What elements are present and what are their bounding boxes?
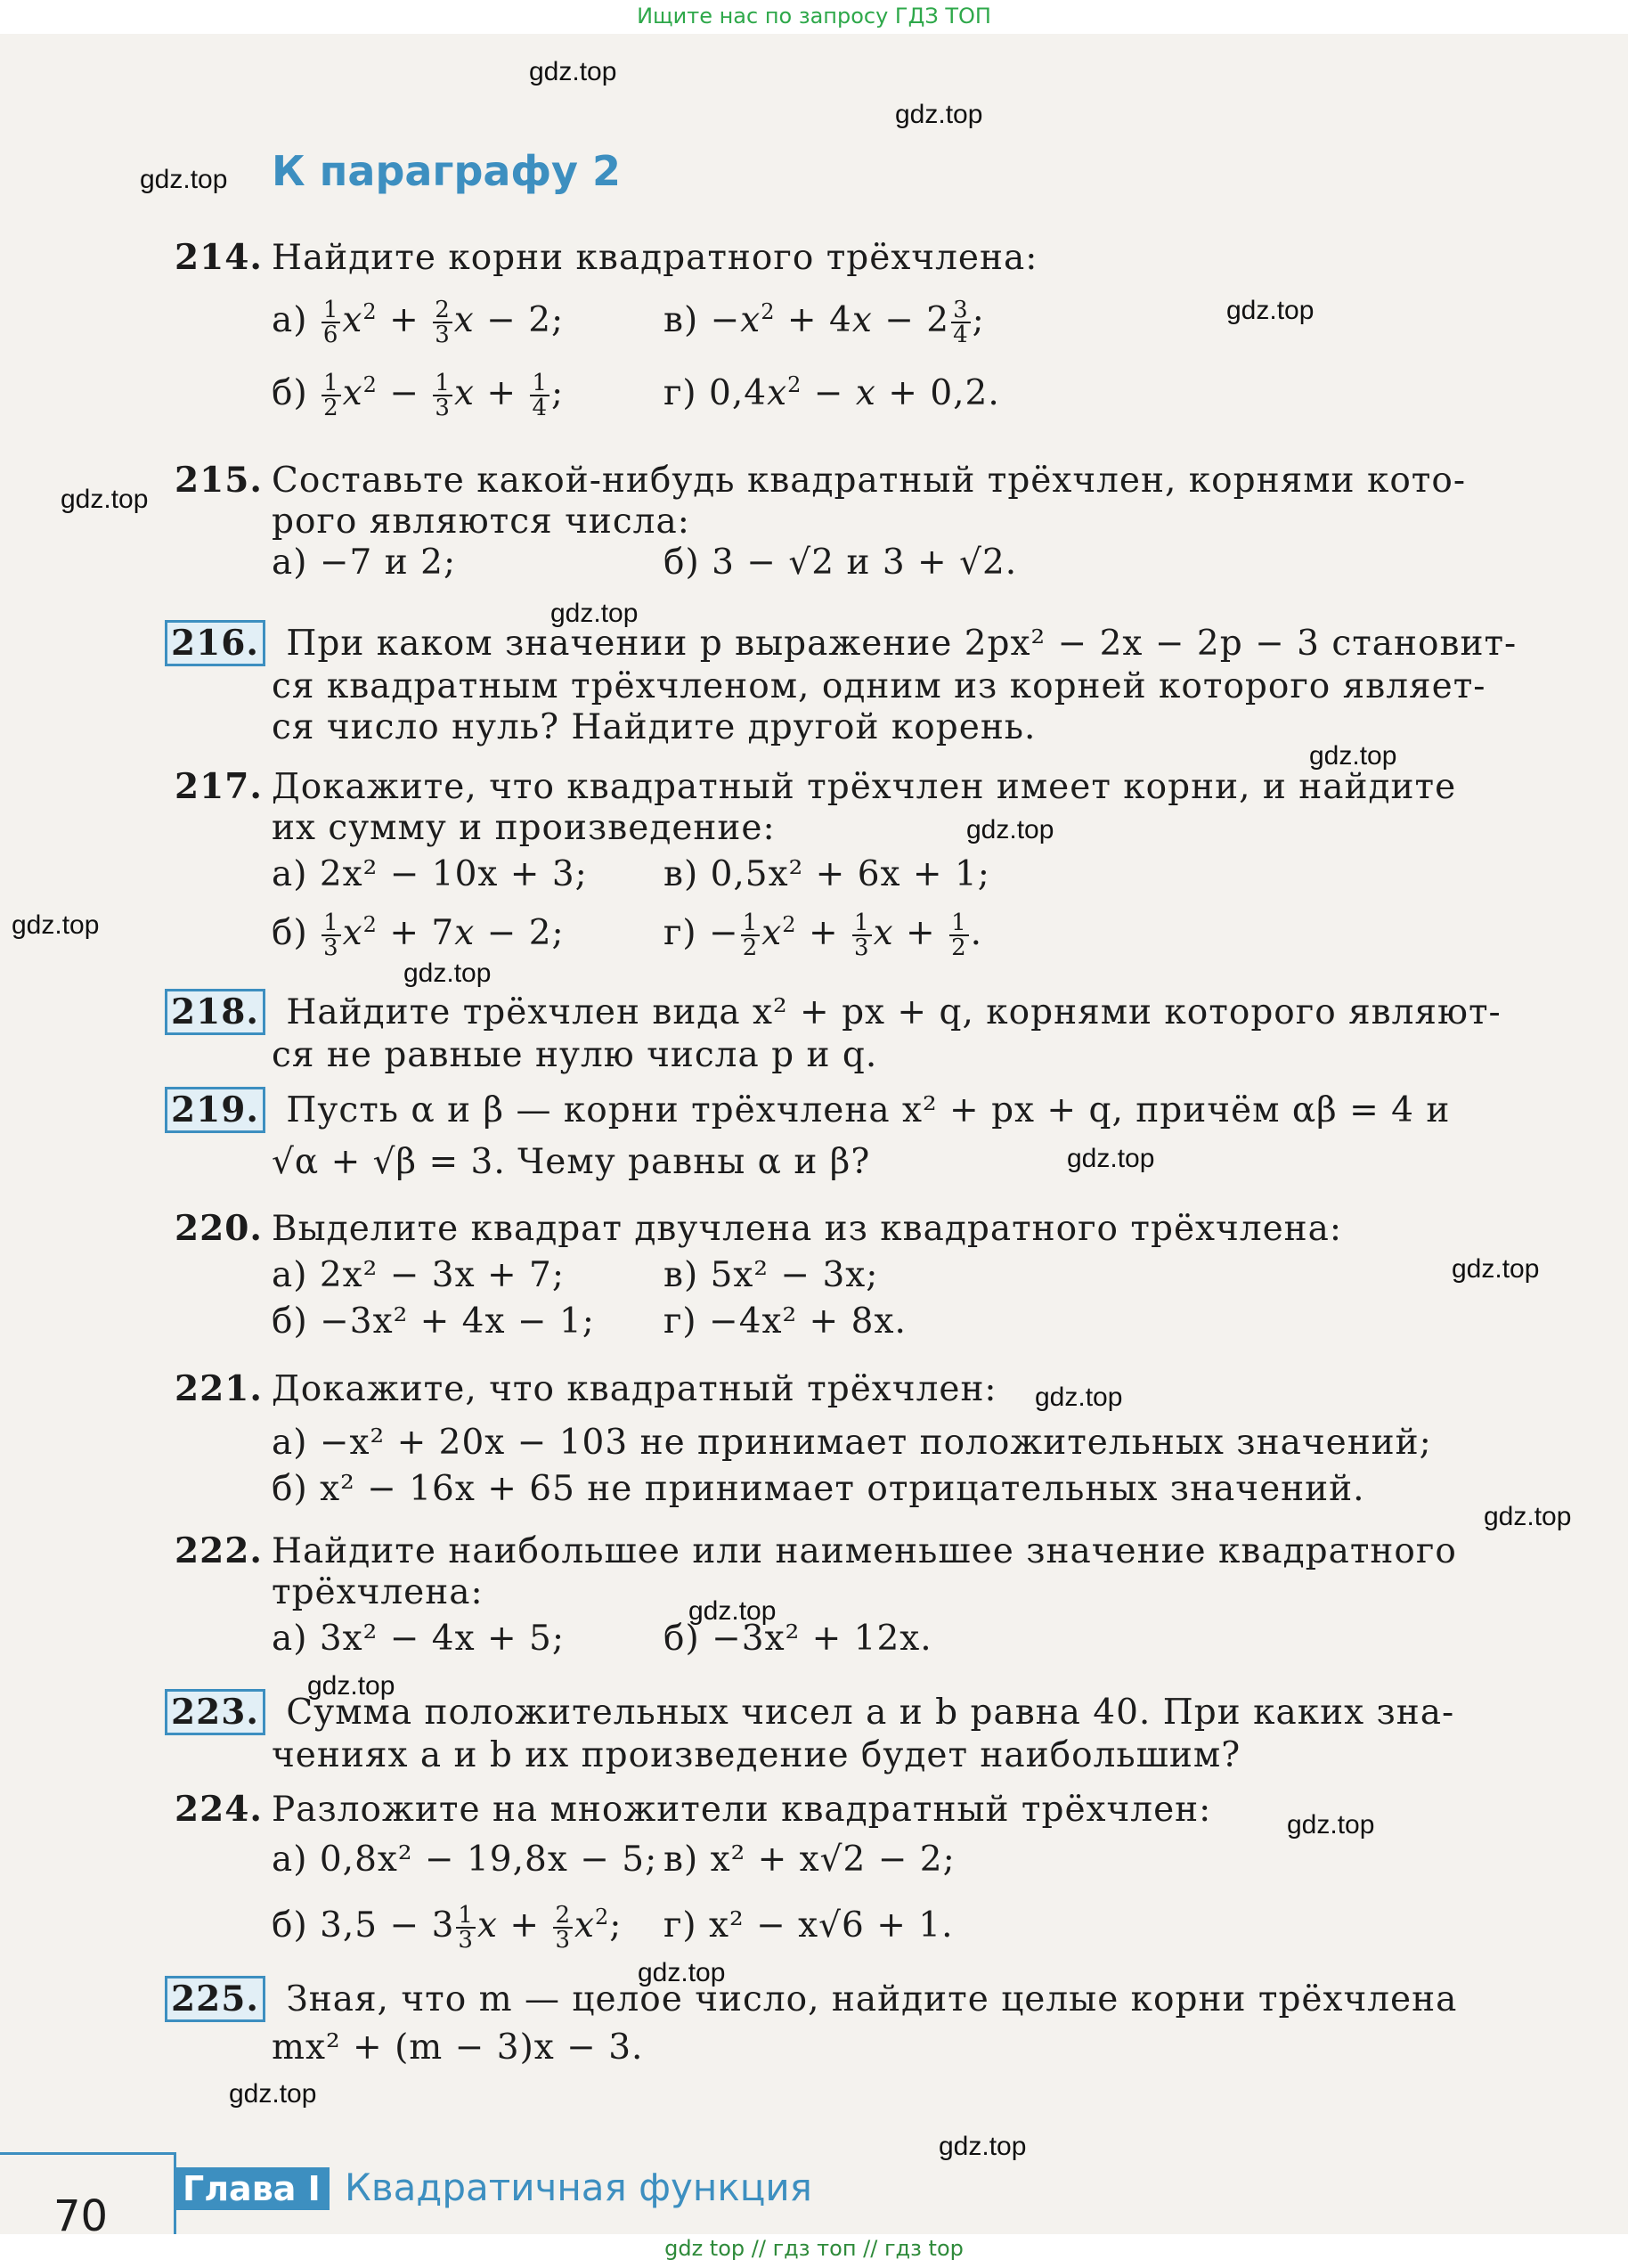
watermark: gdz.top [966,815,1054,844]
textbook-page [0,34,1628,2234]
problem-text: ся не равные нулю числа p и q. [272,1035,878,1075]
item-d: г) −4x² + 8x. [663,1301,907,1342]
item-a: а) −x² + 20x − 103 не принимает положительных значений; [272,1423,1432,1463]
item-row [174,854,1545,895]
problem-number: 218. [165,989,265,1035]
problem-221 [174,1368,1545,1510]
item-row [174,543,1545,583]
watermark: gdz.top [140,165,228,194]
problem-number: 224. [175,1789,263,1830]
watermark: gdz.top [1035,1383,1123,1412]
problem-215 [174,460,1545,583]
item-a: а) 0,8x² − 19,8x − 5; [272,1840,658,1880]
problem-220 [174,1208,1545,1342]
watermark: gdz.top [1287,1810,1375,1840]
watermark: gdz.top [229,2079,317,2109]
watermark: gdz.top [638,1958,726,1987]
problem-text: трёхчлена: [272,1572,484,1612]
problem-text: рого являются числа: [272,502,690,542]
problem-text: Зная, что m — целое число, найдите целые корни трёхчлена [286,1979,1458,2019]
item-a: а) 2x² − 10x + 3; [272,854,588,894]
section-title: К параграфу 2 [272,147,622,195]
problem-number: 222. [175,1530,263,1571]
item-b: б) −3x² + 12x. [663,1619,932,1659]
watermark: gdz.top [688,1596,777,1626]
item-d: г) x² − x√6 + 1. [663,1905,954,1946]
problem-text: чениях a и b их произведение будет наибольшим? [272,1735,1241,1775]
problem-text: √α + √β = 3. Чему равны α и β? [272,1142,871,1182]
problem-225 [171,1976,1545,2068]
top-banner: Ищите нас по запросу ГДЗ ТОП [637,4,991,29]
watermark: gdz.top [529,57,617,86]
problem-text: Докажите, что квадратный трёхчлен имеет корни, и найдите [272,767,1457,807]
problem-number: 219. [165,1087,265,1133]
problem-text: Разложите на множители квадратный трёхчлен: [272,1790,1212,1830]
item-row [174,1840,1545,1880]
problem-text: Выделите квадрат двучлена из квадратного трёхчлена: [272,1209,1343,1249]
watermark: gdz.top [61,485,149,514]
item-row [174,1255,1545,1296]
problem-214 [174,237,1545,420]
problem-text: Найдите корни квадратного трёхчлена: [272,238,1038,278]
item-b: б) 3 − √2 и 3 + √2. [663,543,1018,583]
problem-number: 221. [175,1368,263,1409]
item-a: а) 2x² − 3x + 7; [272,1255,566,1295]
problem-number: 225. [165,1976,265,2022]
item-c: в) x² + x√2 − 2; [663,1840,956,1880]
problem-text: mx² + (m − 3)x − 3. [272,2027,644,2068]
bottom-banner: gdz top // гдз топ // гдз top [664,2236,964,2261]
item-row [174,1301,1545,1342]
watermark: gdz.top [1484,1502,1572,1531]
problem-text: При каком значении p выражение 2px² − 2x − 2p − 3 становит- [286,624,1518,664]
page-number: 70 [53,2191,109,2234]
item-a-c: а) $\frac{1}{6}$ $x^2$ + $\frac{2}{3}$ x − 2; $в) -x^2 + 4x - 2$ $\frac{3}{4}$ ; [272,297,985,348]
problem-text: Найдите трёхчлен вида x² + px + q, корнями которого являют- [286,992,1502,1032]
problem-number: 216. [165,620,265,666]
problem-223 [171,1689,1545,1776]
chapter-title: Квадратичная функция [345,2166,812,2209]
problem-number: 215. [175,460,263,501]
item-a: а) 3x² − 4x + 5; [272,1619,566,1659]
item-b-d: б) $\frac{1}{2}$ $x^2$ − $\frac{1}{3}$ x + $\frac{1}{4}$ ; г) $0,4x^2 - x + 0,2$. [272,370,1000,421]
problem-number: 214. [175,237,263,278]
watermark: gdz.top [403,959,492,988]
problem-text: Составьте какой-нибудь квадратный трёхчлен, корнями кото- [272,461,1467,501]
problem-217 [174,766,1545,959]
watermark: gdz.top [12,910,100,940]
problem-text: Пусть α и β — корни трёхчлена x² + px + q, причём αβ = 4 и [286,1090,1451,1130]
watermark: gdz.top [307,1671,395,1701]
item-b-d: б) $\frac{1}{3}$ $x^2 + 7x - 2$; г) − $\frac{1}{2}$ $x^2$ + $\frac{1}{3}$ x + $\frac{1}{2}$ . [272,910,983,961]
item-row [174,1619,1545,1660]
watermark: gdz.top [1309,741,1397,771]
watermark: gdz.top [939,2132,1027,2161]
problem-text: ся число нуль? Найдите другой корень. [272,707,1037,747]
problem-222 [174,1530,1545,1660]
item-a: а) −7 и 2; [272,543,457,583]
watermark: gdz.top [550,599,639,628]
problem-text: Найдите наибольшее или наименьшее значение квадратного [272,1531,1457,1571]
problem-text: их сумму и произведение: [272,808,776,848]
problem-number: 223. [165,1689,265,1735]
watermark: gdz.top [1067,1144,1155,1173]
problem-number: 217. [175,766,263,807]
problem-number: 220. [175,1208,263,1249]
problem-216 [171,620,1545,748]
watermark: gdz.top [1452,1254,1540,1284]
item-c: в) 0,5x² + 6x + 1; [663,854,990,894]
item-b: б) x² − 16x + 65 не принимает отрицательных значений. [272,1469,1365,1509]
problem-219 [171,1087,1545,1183]
problem-218 [171,989,1545,1076]
item-c: в) 5x² − 3x; [663,1255,879,1295]
watermark: gdz.top [1226,296,1315,325]
watermark: gdz.top [895,100,983,129]
problem-text: Сумма положительных чисел a и b равна 40. При каких зна- [286,1693,1455,1733]
problem-text: Докажите, что квадратный трёхчлен: [272,1369,997,1409]
chapter-label: Глава I [174,2167,330,2210]
item-b-d: б) 3,5 − 3 $\frac{1}{3}$ x + $\frac{2}{3}$ $x^2$; г) x² − x√6 + 1. [272,1902,954,1954]
problem-text: ся квадратным трёхчленом, одним из корней которого являет- [272,666,1486,706]
item-b: б) −3x² + 4x − 1; [272,1301,595,1342]
